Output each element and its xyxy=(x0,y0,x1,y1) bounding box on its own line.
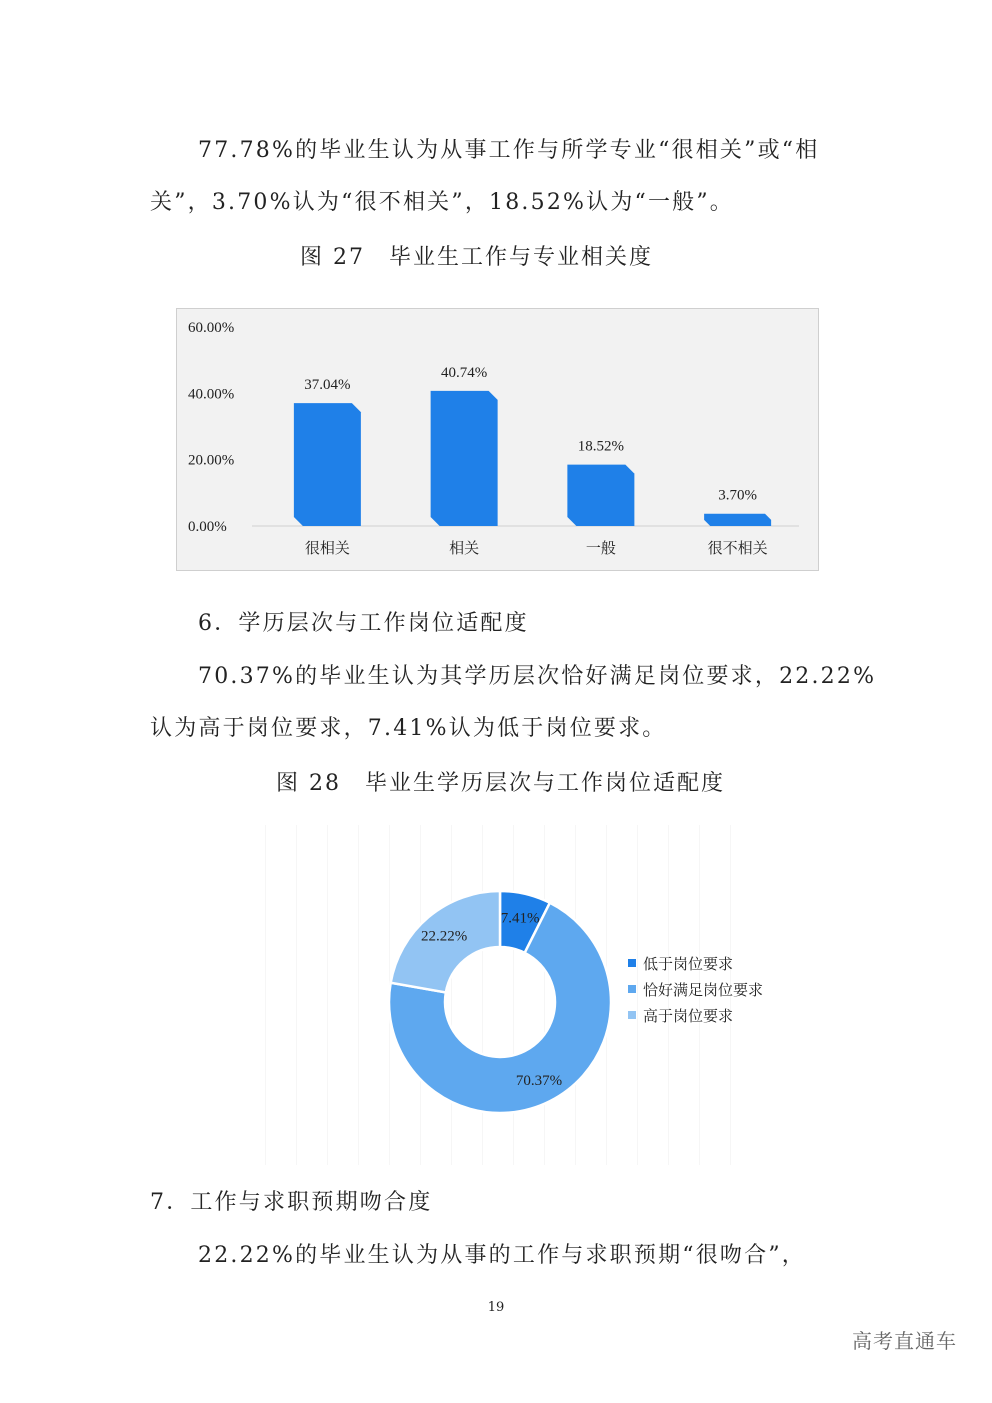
slice-value-label: 22.22% xyxy=(420,928,468,945)
legend-item xyxy=(628,950,763,976)
figure-28-caption: 图 28 毕业生学历层次与工作岗位适配度 xyxy=(276,771,725,796)
bar-chart-svg xyxy=(177,309,818,570)
background-stripe xyxy=(265,825,266,1165)
background-stripe xyxy=(451,825,452,1165)
background-stripe xyxy=(327,825,328,1165)
x-category-label: 很不相关 xyxy=(707,541,768,557)
y-tick-label: 60.00% xyxy=(188,320,235,336)
bar-value-label: 37.04% xyxy=(304,377,351,394)
bar xyxy=(567,465,634,526)
watermark-text: 高考直通车 xyxy=(852,1329,957,1353)
bar-value-label: 40.74% xyxy=(441,364,488,381)
x-category-label: 很相关 xyxy=(304,541,350,557)
bar xyxy=(704,514,771,526)
legend-label: 高于岗位要求 xyxy=(643,1006,734,1025)
legend-label: 恰好满足岗位要求 xyxy=(643,980,764,999)
section-6-heading: 6．学历层次与工作岗位适配度 xyxy=(198,611,529,636)
paragraph-1-line-1: 77.78%的毕业生认为从事工作与所学专业“很相关”或“相 xyxy=(198,138,820,163)
bar-value-label: 18.52% xyxy=(577,438,624,455)
background-stripe xyxy=(482,825,483,1165)
x-category-label: 相关 xyxy=(449,541,480,557)
paragraph-1-line-2: 关”，3.70%认为“很不相关”，18.52%认为“一般”。 xyxy=(150,190,735,215)
legend-item xyxy=(628,1002,763,1028)
slice-value-label: 7.41% xyxy=(500,910,540,927)
legend-label: 低于岗位要求 xyxy=(643,954,734,973)
background-stripe xyxy=(513,825,514,1165)
legend-swatch xyxy=(628,959,636,967)
y-tick-label: 20.00% xyxy=(188,452,235,469)
bar-value-label: 3.70% xyxy=(718,487,757,504)
y-tick-label: 40.00% xyxy=(188,386,235,403)
figure-27-caption: 图 27 毕业生工作与专业相关度 xyxy=(300,245,653,270)
paragraph-2-line-1: 70.37%的毕业生认为其学历层次恰好满足岗位要求，22.22% xyxy=(198,664,877,689)
bar xyxy=(294,403,361,526)
page-number: 19 xyxy=(487,1300,505,1315)
legend-item xyxy=(628,976,763,1002)
background-stripe xyxy=(296,825,297,1165)
slice-value-label: 70.37% xyxy=(515,1072,563,1089)
bar xyxy=(431,391,498,526)
donut-legend xyxy=(628,950,763,1028)
bar-chart-figure-27 xyxy=(176,308,819,571)
background-stripe xyxy=(544,825,545,1165)
paragraph-3-line-1: 22.22%的毕业生认为从事的工作与求职预期“很吻合”， xyxy=(198,1243,806,1268)
legend-swatch xyxy=(628,1011,636,1019)
y-tick-label: 0.00% xyxy=(188,519,227,535)
paragraph-2-line-2: 认为高于岗位要求，7.41%认为低于岗位要求。 xyxy=(150,716,667,741)
x-category-label: 一般 xyxy=(585,541,616,557)
background-stripe xyxy=(358,825,359,1165)
legend-swatch xyxy=(628,985,636,993)
section-7-heading: 7．工作与求职预期吻合度 xyxy=(150,1190,433,1215)
